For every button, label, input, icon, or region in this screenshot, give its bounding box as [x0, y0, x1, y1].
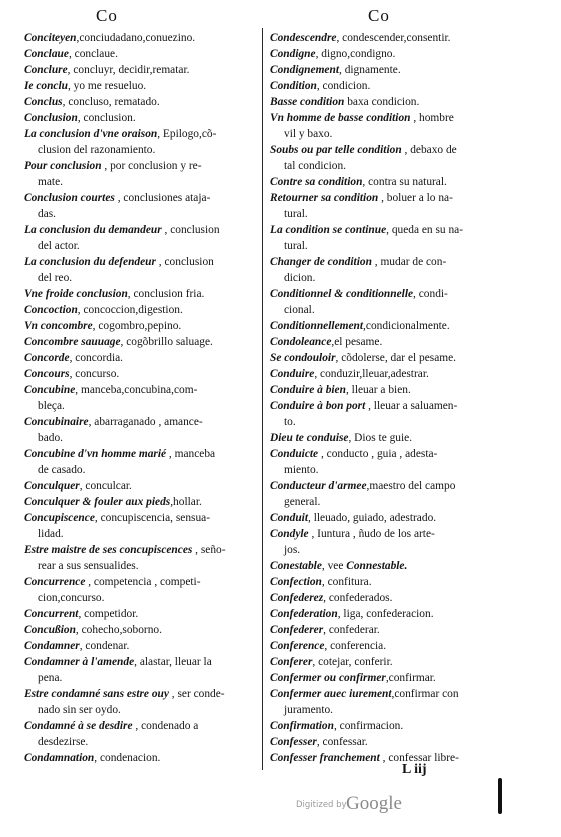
dictionary-line	[270, 286, 488, 302]
dictionary-line	[270, 430, 488, 446]
dictionary-line	[270, 238, 488, 254]
headword: Changer de condition	[270, 256, 372, 268]
gloss-text: lidad.	[38, 528, 64, 540]
dictionary-line	[270, 366, 488, 382]
gloss-text: , lleuado, guiado, adestrado.	[308, 512, 437, 524]
dictionary-line	[24, 654, 250, 670]
gloss-text: , cogombro,pepino.	[92, 320, 182, 332]
dictionary-line	[24, 270, 250, 286]
gloss-text: , confessar libre-	[379, 752, 459, 764]
gloss-text: , concupiscencia, sensua-	[94, 512, 210, 524]
headword: Conclusion courtes	[24, 192, 115, 204]
gloss-text: , conclusion	[155, 256, 214, 268]
dictionary-line	[270, 350, 488, 366]
dictionary-line	[24, 78, 250, 94]
gloss-text: , vee	[321, 560, 347, 572]
headword: Conferer	[270, 656, 313, 668]
gloss-text: , concordia.	[69, 352, 124, 364]
gloss-text: , queda en su na-	[386, 224, 463, 236]
gloss-text: mate.	[38, 176, 63, 188]
headword: Estre condamné sans estre ouy	[24, 688, 169, 700]
dictionary-line	[24, 414, 250, 430]
gloss-text: to.	[284, 416, 296, 428]
dictionary-line	[270, 478, 488, 494]
headword: Ie conclu	[24, 80, 68, 92]
gloss-text: , conculcar.	[79, 480, 132, 492]
dictionary-line	[24, 718, 250, 734]
left-column	[24, 30, 250, 766]
dictionary-line	[270, 126, 488, 142]
headword: Conestable	[270, 560, 322, 572]
dictionary-line	[24, 238, 250, 254]
dictionary-line	[24, 606, 250, 622]
headword: Pour conclusion	[24, 160, 102, 172]
dictionary-line	[270, 590, 488, 606]
gloss-text: , manceba	[166, 448, 216, 460]
gloss-text: desdezirse.	[38, 736, 89, 748]
gloss-text: , confirmacion.	[333, 720, 404, 732]
running-head-right: Co	[368, 6, 390, 25]
dictionary-line	[24, 670, 250, 686]
gloss-text: , lleuar a bien.	[345, 384, 411, 396]
gloss-text: , conferencia.	[324, 640, 387, 652]
gloss-text: , contra su natural.	[362, 176, 447, 188]
headword: Concubine d'vn homme marié	[24, 448, 167, 460]
headword: Confermer auec iurement	[270, 688, 392, 700]
dictionary-line	[24, 46, 250, 62]
headword: Soubs ou par telle condition	[270, 144, 402, 156]
headword: Confirmation	[270, 720, 334, 732]
headword: Condignement	[270, 64, 339, 76]
dictionary-line	[270, 46, 488, 62]
gloss-text: miento.	[284, 464, 319, 476]
headword: Retourner sa condition	[270, 192, 379, 204]
gloss-text: , concluyr, decidir,rematar.	[67, 64, 190, 76]
dictionary-line	[270, 158, 488, 174]
dictionary-line	[270, 606, 488, 622]
gloss-text: cion,concurso.	[38, 592, 105, 604]
dictionary-line	[24, 382, 250, 398]
headword: Confection	[270, 576, 322, 588]
dictionary-line	[270, 190, 488, 206]
headword: Concubine	[24, 384, 76, 396]
headword: Basse condition	[270, 96, 345, 108]
gloss-text: general.	[284, 496, 321, 508]
gloss-text: tal condicion.	[284, 160, 346, 172]
headword: Confesser franchement	[270, 752, 380, 764]
right-column	[270, 30, 488, 766]
headword: Condamnation	[24, 752, 95, 764]
headword: Conducteur d'armee	[270, 480, 367, 492]
headword: Condition	[270, 80, 317, 92]
gloss-text: , ser conde-	[168, 688, 225, 700]
headword: Concours	[24, 368, 70, 380]
dictionary-line	[270, 206, 488, 222]
gloss-text: tural.	[284, 240, 308, 252]
gloss-text: , liga, confederacion.	[337, 608, 434, 620]
gloss-text: , conclusiones ataja-	[114, 192, 211, 204]
gloss-text: , abarraganado , amance-	[88, 416, 203, 428]
dictionary-line	[24, 190, 250, 206]
gloss-text: , yo me resueluo.	[67, 80, 147, 92]
headword: Concurrent	[24, 608, 79, 620]
dictionary-line	[24, 734, 250, 750]
headword: Vne froide conclusion	[24, 288, 128, 300]
dictionary-line	[24, 350, 250, 366]
dictionary-line	[24, 302, 250, 318]
gloss-text: , confederar.	[323, 624, 380, 636]
headword: Se condouloir	[270, 352, 336, 364]
headword: Confermer ou confirmer	[270, 672, 386, 684]
gloss-text: , concurso.	[69, 368, 120, 380]
gloss-text: , concluso, rematado.	[62, 96, 160, 108]
dictionary-line	[24, 574, 250, 590]
gloss-text: , cõdolerse, dar el pesame.	[335, 352, 457, 364]
headword: Estre maistre de ses concupiscences	[24, 544, 193, 556]
dictionary-line	[270, 414, 488, 430]
gloss-text: ,condicionalmente.	[363, 320, 450, 332]
dictionary-line	[24, 494, 250, 510]
headword: Dieu te conduise	[270, 432, 349, 444]
dictionary-line	[270, 142, 488, 158]
gloss-text: vil y baxo.	[284, 128, 333, 140]
dictionary-line	[270, 654, 488, 670]
headword: Concubinaire	[24, 416, 89, 428]
gloss-text: , dignamente.	[339, 64, 401, 76]
gloss-text: pena.	[38, 672, 63, 684]
headword: Conclaue	[24, 48, 69, 60]
dictionary-line	[270, 174, 488, 190]
dictionary-line	[270, 494, 488, 510]
headword: Confederez	[270, 592, 324, 604]
gloss-text: , concoccion,digestion.	[77, 304, 183, 316]
dictionary-line	[270, 334, 488, 350]
headword: Connestable.	[346, 560, 408, 572]
headword: Conduit	[270, 512, 308, 524]
dictionary-line	[270, 94, 488, 110]
gloss-text: , debaxo de	[401, 144, 457, 156]
headword: Conduire à bon port	[270, 400, 366, 412]
gloss-text: , condenacion.	[94, 752, 161, 764]
gloss-text: baxa condicion.	[344, 96, 420, 108]
headword: La condition se continue	[270, 224, 387, 236]
headword: La conclusion du defendeur	[24, 256, 156, 268]
headword: Condyle	[270, 528, 309, 540]
gloss-text: , cotejar, conferir.	[312, 656, 393, 668]
gloss-text: , Dios te guie.	[348, 432, 413, 444]
headword: Conclusion	[24, 112, 78, 124]
dictionary-line	[24, 526, 250, 542]
gloss-text: , condenar.	[79, 640, 130, 652]
headword: Condigne	[270, 48, 316, 60]
dictionary-line	[270, 750, 488, 766]
headword: Concorde	[24, 352, 70, 364]
dictionary-line	[24, 222, 250, 238]
gloss-text: , seño-	[192, 544, 226, 556]
headword: Concoction	[24, 304, 78, 316]
dictionary-line	[270, 718, 488, 734]
dictionary-line	[24, 750, 250, 766]
gloss-text: ,el pesame.	[331, 336, 383, 348]
gloss-text: clusion del razonamiento.	[38, 144, 156, 156]
dictionary-line	[24, 366, 250, 382]
dictionary-line	[270, 542, 488, 558]
dictionary-line	[270, 62, 488, 78]
dictionary-line	[24, 158, 250, 174]
dictionary-line	[24, 398, 250, 414]
dictionary-line	[270, 110, 488, 126]
headword: Conference	[270, 640, 325, 652]
digitized-by-label: Digitized by	[296, 800, 347, 810]
headword: Vn homme de basse condition	[270, 112, 411, 124]
dictionary-line	[270, 462, 488, 478]
dictionary-line	[270, 734, 488, 750]
headword: La conclusion du demandeur	[24, 224, 162, 236]
margin-mark	[498, 778, 502, 814]
gloss-text: bleça.	[38, 400, 65, 412]
dictionary-line	[270, 222, 488, 238]
gloss-text: , manceba,concubina,com-	[75, 384, 198, 396]
gloss-text: , conclaue.	[68, 48, 118, 60]
headword: Confederer	[270, 624, 324, 636]
dictionary-line	[270, 638, 488, 654]
dictionary-line	[24, 142, 250, 158]
dictionary-line	[270, 446, 488, 462]
gloss-text: , condi-	[413, 288, 448, 300]
gloss-text: , conclusion	[161, 224, 220, 236]
gloss-text: ,confirmar.	[385, 672, 436, 684]
dictionary-line	[24, 334, 250, 350]
dictionary-line	[24, 510, 250, 526]
gloss-text: , lleuar a saluamen-	[365, 400, 458, 412]
dictionary-line	[24, 558, 250, 574]
gloss-text: del actor.	[38, 240, 80, 252]
dictionary-line	[24, 446, 250, 462]
dictionary-line	[270, 702, 488, 718]
dictionary-line	[24, 94, 250, 110]
dictionary-line	[270, 78, 488, 94]
dictionary-line	[270, 574, 488, 590]
dictionary-line	[24, 478, 250, 494]
dictionary-line	[24, 254, 250, 270]
dictionary-line	[24, 462, 250, 478]
headword: Conculquer & fouler aux pieds	[24, 496, 171, 508]
headword: Condamner à l'amende	[24, 656, 135, 668]
gloss-text: de casado.	[38, 464, 86, 476]
gloss-text: , condicion.	[316, 80, 371, 92]
dictionary-line	[270, 318, 488, 334]
dictionary-line	[24, 542, 250, 558]
gloss-text: , hombre	[410, 112, 454, 124]
headword: Conciteyen	[24, 32, 77, 44]
dictionary-line	[270, 510, 488, 526]
gloss-text: , por conclusion y re-	[101, 160, 202, 172]
gloss-text: , digno,condigno.	[315, 48, 396, 60]
gloss-text: , conclusion fria.	[127, 288, 205, 300]
gloss-text: ,conciudadano,conuezino.	[76, 32, 196, 44]
dictionary-line	[270, 622, 488, 638]
gloss-text: del reo.	[38, 272, 73, 284]
headword: Conduicte	[270, 448, 319, 460]
dictionary-line	[270, 270, 488, 286]
dictionary-line	[24, 206, 250, 222]
headword: Contre sa condition	[270, 176, 363, 188]
gloss-text: , conduzir,lleuar,adestrar.	[314, 368, 429, 380]
gloss-text: , cohecho,soborno.	[75, 624, 162, 636]
gloss-text: , mudar de con-	[371, 256, 447, 268]
running-head-left: Co	[96, 6, 118, 25]
dictionary-line	[24, 702, 250, 718]
dictionary-line	[270, 382, 488, 398]
dictionary-line	[24, 638, 250, 654]
gloss-text: , condescender,consentir.	[336, 32, 451, 44]
dictionary-line	[270, 526, 488, 542]
gloss-text: , alastar, lleuar la	[134, 656, 212, 668]
google-watermark: Google	[346, 793, 402, 814]
gloss-text: , confitura.	[321, 576, 372, 588]
dictionary-line	[24, 590, 250, 606]
gloss-text: rear a sus sensualides.	[38, 560, 139, 572]
dictionary-line	[270, 254, 488, 270]
gloss-text: dicion.	[284, 272, 316, 284]
gloss-text: , competidor.	[78, 608, 139, 620]
headword: Concombre sauuage	[24, 336, 121, 348]
gloss-text: juramento.	[284, 704, 334, 716]
dictionary-line	[24, 62, 250, 78]
dictionary-line	[24, 30, 250, 46]
gloss-text: , condenado a	[132, 720, 199, 732]
headword: Confesser	[270, 736, 317, 748]
gloss-text: ,confirmar con	[391, 688, 459, 700]
headword: Confederation	[270, 608, 338, 620]
gloss-text: , confederados.	[323, 592, 393, 604]
dictionary-line	[270, 686, 488, 702]
gloss-text: , confessar.	[316, 736, 368, 748]
dictionary-line	[24, 126, 250, 142]
dictionary-line	[270, 670, 488, 686]
headword: Conclus	[24, 96, 63, 108]
headword: Condoleance	[270, 336, 332, 348]
headword: Conclure	[24, 64, 68, 76]
dictionary-line	[270, 302, 488, 318]
dictionary-line	[24, 686, 250, 702]
dictionary-line	[24, 110, 250, 126]
headword: Conculquer	[24, 480, 80, 492]
dictionary-line	[24, 286, 250, 302]
column-divider	[262, 28, 263, 770]
gloss-text: jos.	[284, 544, 301, 556]
headword: Condescendre	[270, 32, 337, 44]
headword: Concurrence	[24, 576, 86, 588]
gloss-text: nado sin ser oydo.	[38, 704, 121, 716]
dictionary-line	[270, 398, 488, 414]
gloss-text: , conducto , guia , adesta-	[318, 448, 438, 460]
dictionary-line	[24, 174, 250, 190]
headword: Concupiscence	[24, 512, 95, 524]
headword: Concußion	[24, 624, 76, 636]
headword: Condamné à se desdire	[24, 720, 133, 732]
headword: Condamner	[24, 640, 80, 652]
dictionary-line	[24, 430, 250, 446]
gloss-text: , Iuntura , ñudo de los arte-	[308, 528, 435, 540]
gloss-text: ,maestro del campo	[366, 480, 456, 492]
headword: La conclusion d'vne oraison	[24, 128, 158, 140]
headword: Conditionnel & conditionnelle	[270, 288, 414, 300]
gloss-text: , conclusion.	[77, 112, 136, 124]
headword: Conduire à bien	[270, 384, 346, 396]
gloss-text: , cogõbrillo saluage.	[120, 336, 213, 348]
gloss-text: das.	[38, 208, 57, 220]
headword: Vn concombre	[24, 320, 93, 332]
gloss-text: , boluer a lo na-	[378, 192, 453, 204]
gloss-text: bado.	[38, 432, 63, 444]
gloss-text: cional.	[284, 304, 315, 316]
dictionary-line	[270, 30, 488, 46]
signature-mark: L iij	[402, 762, 427, 777]
dictionary-line	[270, 558, 488, 574]
headword: Conduire	[270, 368, 315, 380]
gloss-text: tural.	[284, 208, 308, 220]
dictionary-line	[24, 622, 250, 638]
dictionary-line	[24, 318, 250, 334]
headword: Conditionnellement	[270, 320, 364, 332]
gloss-text: ,hollar.	[170, 496, 202, 508]
gloss-text: , Epilogo,cõ-	[157, 128, 217, 140]
gloss-text: , competencia , competi-	[85, 576, 201, 588]
